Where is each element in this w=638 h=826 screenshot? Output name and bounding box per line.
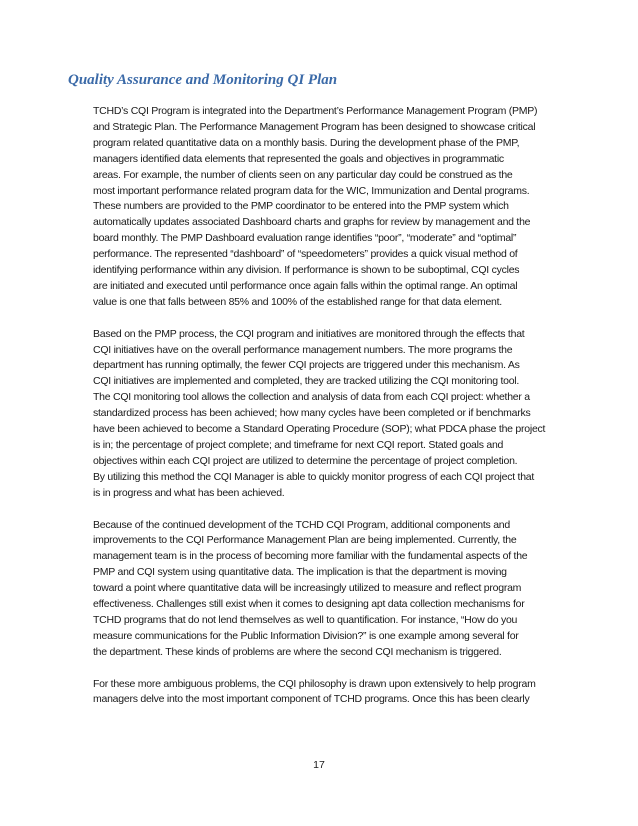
text-line: TCHD’s CQI Program is integrated into the Department’s Performance Management Program (PMP) <box>93 105 538 117</box>
text-line: CQI initiatives have on the overall performance management numbers. The more programs the <box>93 343 513 356</box>
text-line: standardized process has been achieved; how many cycles have been completed or if benchmarks <box>93 407 531 420</box>
text-line: CQI initiatives are implemented and completed, they are tracked utilizing the CQI monitoring tool. <box>93 375 520 388</box>
text-line: program related quantitative data on a monthly basis. During the development phase of the PMP, <box>93 136 520 149</box>
text-line: management team is in the process of becoming more familiar with the fundamental aspects of the <box>93 550 528 563</box>
text-line: improvements to the CQI Performance Management Plan are being implemented. Currently, the <box>93 534 517 547</box>
paragraph-continued-development <box>93 518 573 661</box>
text-line: Because of the continued development of the TCHD CQI Program, additional components and <box>93 518 510 531</box>
text-line: value is one that falls between 85% and 100% of the established range for that data element. <box>93 295 502 308</box>
text-line: is in; the percentage of project complete; and timeframe for next CQI report. Stated goals and <box>93 439 504 452</box>
text-line: is in progress and what has been achieved. <box>93 486 285 499</box>
text-line: toward a point where quantitative data will be increasingly utilized to measure and reflect program <box>93 582 522 595</box>
text-line: By utilizing this method the CQI Manager is able to quickly monitor progress of each CQI project that <box>93 470 535 483</box>
text-line: These numbers are provided to the PMP coordinator to be entered into the PMP system which <box>93 200 509 213</box>
text-line: and Strategic Plan. The Performance Management Program has been designed to showcase critical <box>93 120 536 133</box>
text-line: automatically updates associated Dashboard charts and graphs for review by management and the <box>93 216 531 229</box>
body-text <box>93 104 573 724</box>
text-line: effectiveness. Challenges still exist when it comes to designing apt data collection mechanisms for <box>93 598 525 611</box>
text-line: TCHD programs that do not lend themselves as well to quantification. For instance, “How do you <box>93 613 518 626</box>
text-line: have been achieved to become a Standard Operating Procedure (SOP); what PDCA phase the project <box>93 423 546 436</box>
text-line: department has running optimally, the fewer CQI projects are triggered under this mechanism. As <box>93 359 520 372</box>
text-line: performance. The represented “dashboard” of “speedometers” provides a quick visual method of <box>93 248 518 261</box>
text-line: PMP and CQI system using quantitative data. The implication is that the department is moving <box>93 566 507 579</box>
text-line: areas. For example, the number of clients seen on any particular day could be construed as the <box>93 168 513 181</box>
text-line: managers delve into the most important component of TCHD programs. Once this has been clearly <box>93 693 530 706</box>
section-heading: Quality Assurance and Monitoring QI Plan <box>68 72 338 88</box>
paragraph-cqi-monitoring <box>93 327 573 502</box>
text-line: For these more ambiguous problems, the CQI philosophy is drawn upon extensively to help program <box>93 677 536 690</box>
paragraph-ambiguous-problems <box>93 677 573 709</box>
text-line: measure communications for the Public Information Division?” is one example among several for <box>93 629 519 642</box>
paragraph-pmp-integration <box>93 104 573 311</box>
text-line: identifying performance within any division. If performance is shown to be suboptimal, CQI cycles <box>93 264 520 277</box>
text-line: most important performance related program data for the WIC, Immunization and Dental programs. <box>93 184 530 197</box>
text-line: managers identified data elements that represented the goals and objectives in programmatic <box>93 152 504 165</box>
text-line: the department. These kinds of problems are where the second CQI mechanism is triggered. <box>93 645 502 658</box>
text-line: are initiated and executed until performance once again falls within the optimal range. An optimal <box>93 279 518 292</box>
text-line: board monthly. The PMP Dashboard evaluation range identifies “poor”, “moderate” and “optimal” <box>93 232 517 245</box>
page-number: 17 <box>313 759 325 771</box>
text-line: objectives within each CQI project are utilized to determine the percentage of project completion. <box>93 454 518 467</box>
text-line: The CQI monitoring tool allows the collection and analysis of data from each CQI project: whether a <box>93 391 530 404</box>
text-line: Based on the PMP process, the CQI program and initiatives are monitored through the effects that <box>93 327 525 340</box>
